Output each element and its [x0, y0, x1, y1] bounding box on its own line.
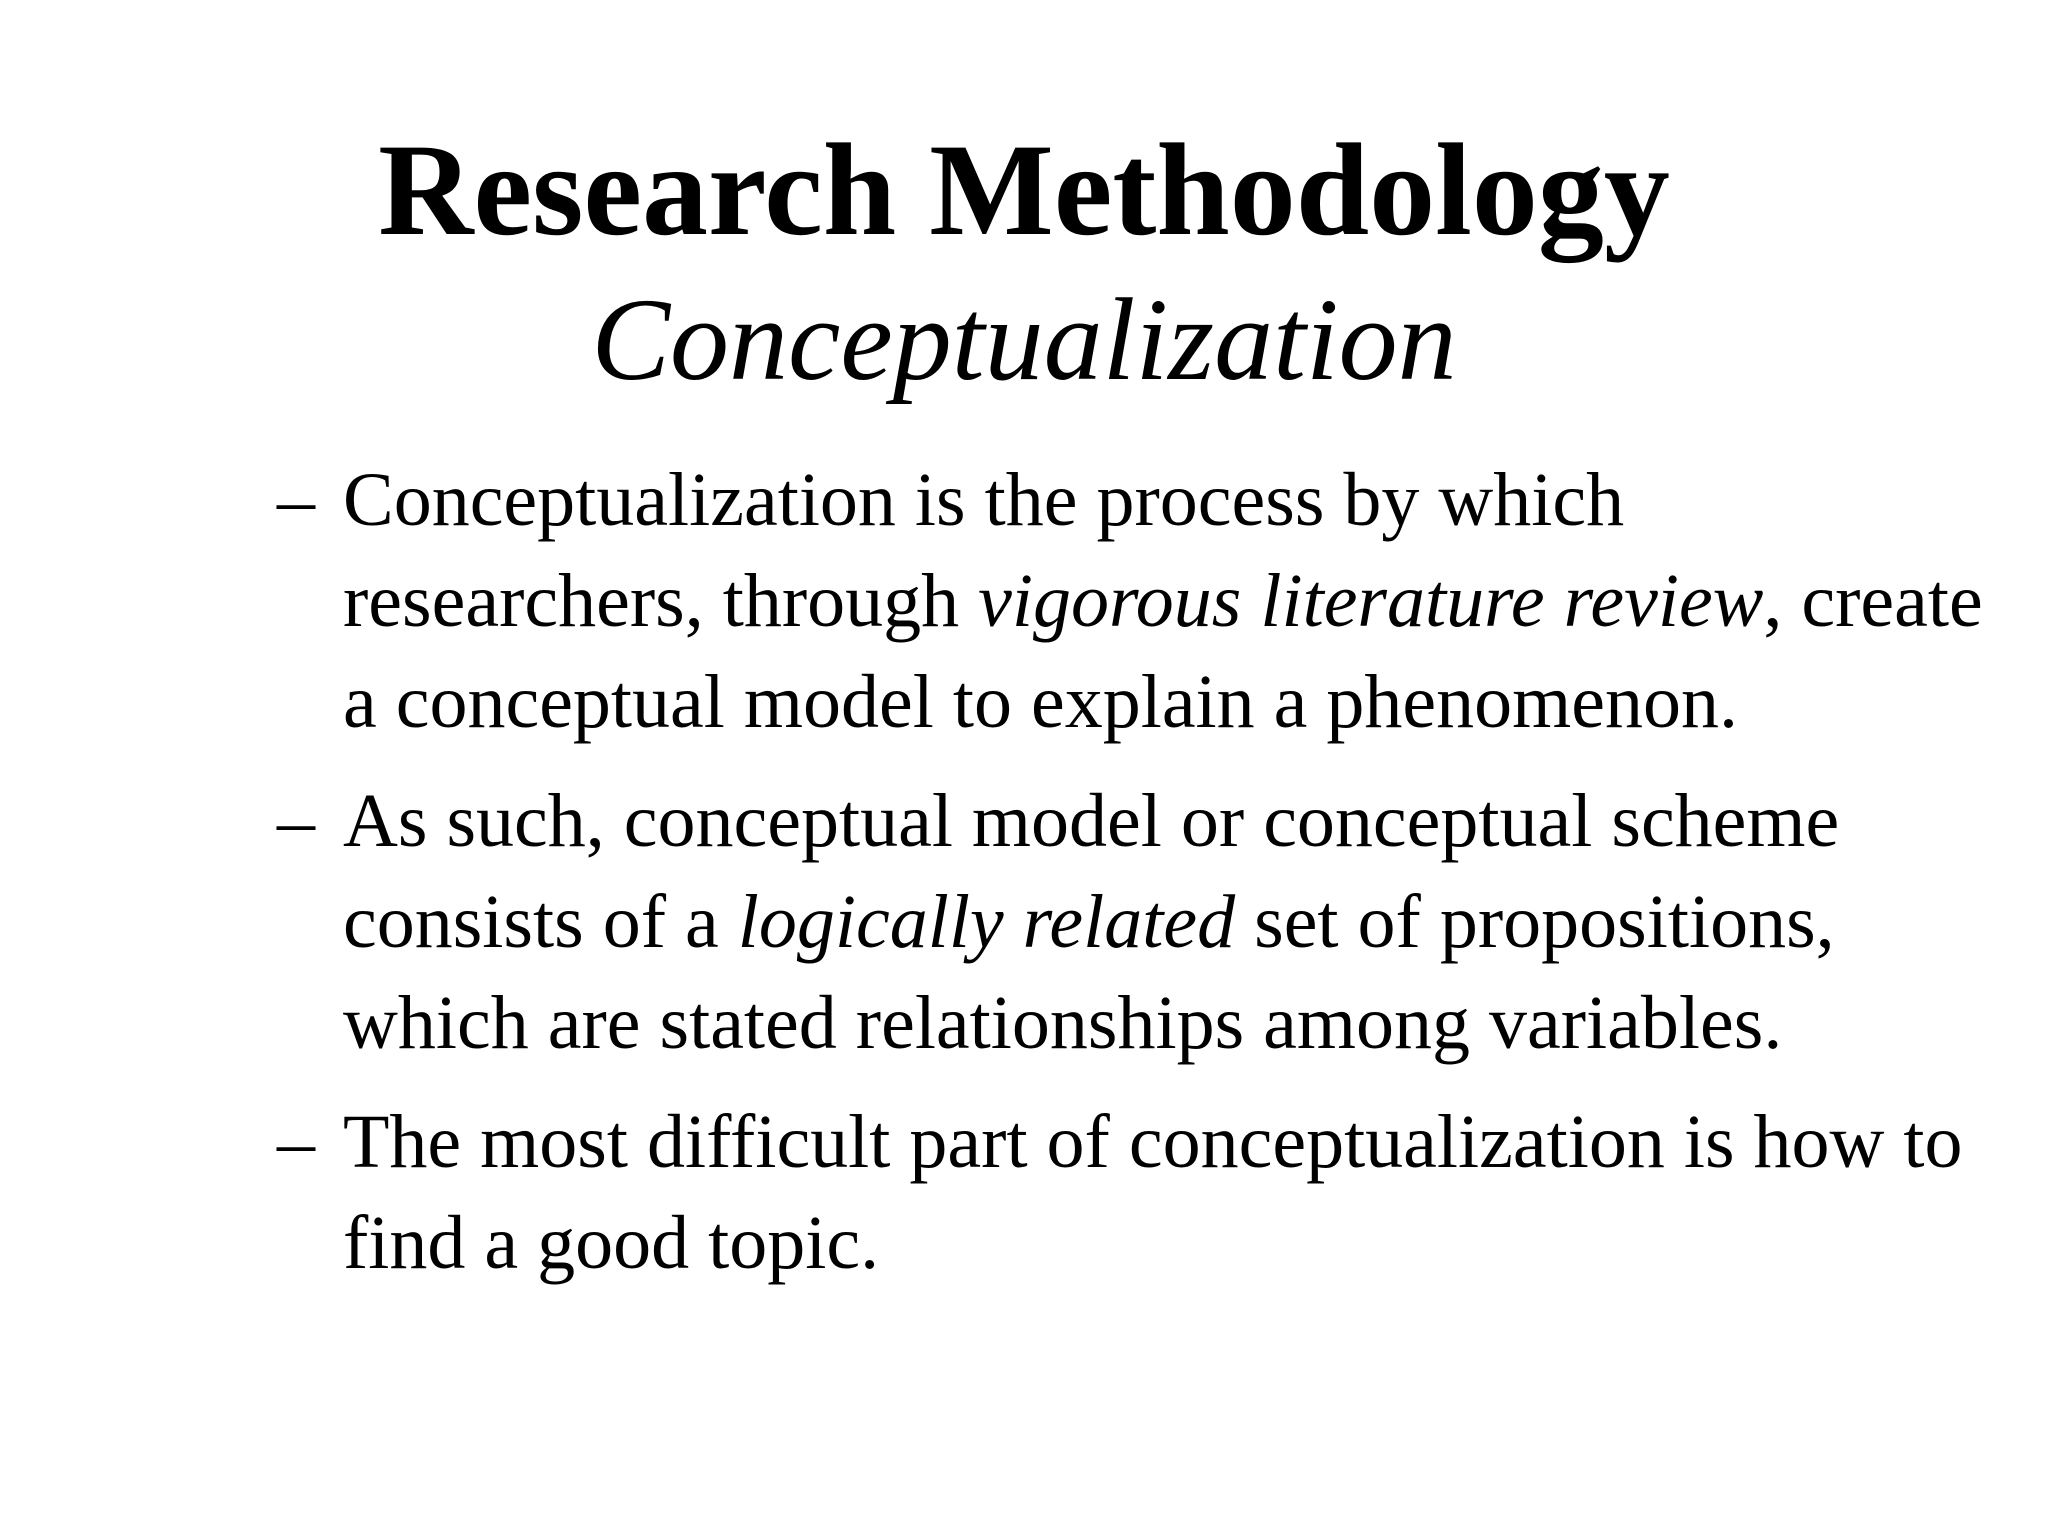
title-block: [0, 115, 2048, 415]
bullet-text: The most difficult part of conceptualization is how to find a good topic.: [343, 1100, 1963, 1285]
bullet-emphasis: logically related: [737, 880, 1236, 964]
bullet-text: Conceptualization is the process by which researchers, through: [343, 458, 1625, 643]
slide-subtitle: Conceptualization: [591, 274, 1457, 405]
bullet-text-after: set of propositions, which are stated relationships among variables.: [343, 880, 1835, 1065]
bullet-list: [277, 450, 1997, 1294]
bullet-item: [277, 450, 1997, 753]
bullet-item: [277, 771, 1997, 1074]
bullet-dash: –: [277, 458, 315, 542]
slide-title: Research Methodology: [378, 116, 1670, 263]
bullet-emphasis: vigorous literature review: [978, 559, 1764, 643]
bullet-item: [277, 1092, 1997, 1294]
bullet-text-after: , create a conceptual model to explain a phenomenon.: [343, 559, 1983, 744]
bullet-text: As such, conceptual model or conceptual scheme consists of a: [343, 779, 1840, 964]
bullet-dash: –: [277, 779, 315, 863]
bullet-dash: –: [277, 1100, 315, 1184]
